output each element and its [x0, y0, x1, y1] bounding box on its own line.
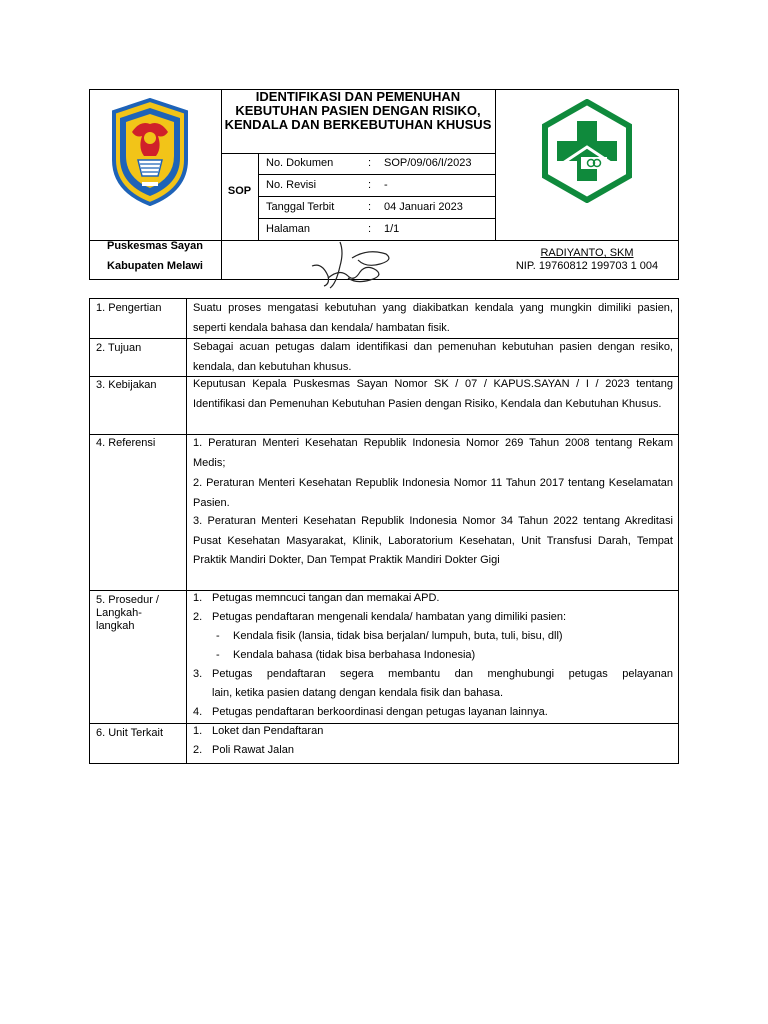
divider — [89, 723, 679, 724]
divider — [186, 298, 187, 764]
doc-info-sep: : — [368, 201, 372, 213]
organization-region: Kabupaten Melawi — [107, 260, 203, 272]
step-text: Petugas pendaftaran mengenali kendala/ hambatan yang dimiliki pasien: — [212, 611, 567, 623]
sop-label: SOP — [227, 185, 252, 197]
doc-info-sep: : — [368, 157, 372, 169]
doc-info-key: Tanggal Terbit — [266, 201, 335, 213]
doc-info-row — [258, 152, 495, 174]
section-text-kebijakan: Keputusan Kepala Puskesmas Sayan Nomor SK / 07 / KAPUS.SAYAN / I / 2023 tentang Identifikasi dan Pemenuhan Kebutuhan Pasien dengan Risiko, Kendala dan Kebutuhan Khusus. — [193, 378, 673, 410]
step-number: 1. — [193, 592, 203, 604]
step-text: lain, ketika pasien datang dengan kendala fisik dan bahasa. — [212, 687, 504, 699]
section-label-kebijakan: 3. Kebijakan — [96, 379, 157, 391]
step-text: Kendala bahasa (tidak bisa berbahasa Indonesia) — [233, 649, 476, 661]
step-text: Petugas memncuci tangan dan memakai APD. — [212, 592, 440, 604]
section-label-prosedur: 5. Prosedur / — [96, 594, 159, 606]
doc-info-value: 04 Januari 2023 — [384, 201, 463, 213]
document-title: IDENTIFIKASI DAN PEMENUHAN KEBUTUHAN PASIEN DENGAN RISIKO, KENDALA DAN BERKEBUTUHAN KHUSUS — [224, 89, 492, 132]
step-number: 2. — [193, 611, 203, 623]
doc-info-row — [258, 196, 495, 218]
signer-nip: NIP. 19760812 199703 1 004 — [515, 260, 659, 272]
doc-info-key: Halaman — [266, 223, 311, 235]
section-text-pengertian: Suatu proses mengatasi kebutuhan yang diakibatkan kendala yang mungkin dimiliki pasien, seperti kendala bahasa dan kendala/ hambatan fisik. — [193, 302, 673, 334]
section-label-pengertian: 1. Pengertian — [96, 302, 162, 314]
unit-number: 2. — [193, 744, 203, 756]
doc-info-sep: : — [368, 223, 372, 235]
step-text: Kendala fisik (lansia, tidak bisa berjalan/ lumpuh, buta, tuli, bisu, dll) — [233, 630, 563, 642]
section-label-tujuan: 2. Tujuan — [96, 342, 142, 354]
referensi-item: 2. Peraturan Menteri Kesehatan Republik Indonesia Nomor 11 Tahun 2017 tentang Keselamatan Pasien. — [193, 477, 673, 509]
unit-text: Loket dan Pendaftaran — [212, 725, 324, 737]
section-label-prosedur: Langkah- — [96, 607, 142, 619]
step-bullet: - — [216, 630, 220, 642]
step-text: Petugas pendaftaran berkoordinasi dengan petugas layanan lainnya. — [212, 706, 548, 718]
step-text: Petugas pendaftaran segera membantu dan menghubungi petugas pelayanan — [212, 668, 673, 680]
doc-info-sep: : — [368, 179, 372, 191]
kabupaten-emblem-logo — [110, 98, 190, 206]
divider — [495, 89, 496, 240]
section-text-tujuan: Sebagai acuan petugas dalam identifikasi dan pemenuhan kebutuhan pasien dengan resiko, kendala, dan kebutuhan khusus. — [193, 341, 673, 373]
unit-text: Poli Rawat Jalan — [212, 744, 294, 756]
referensi-item: 1. Peraturan Menteri Kesehatan Republik Indonesia Nomor 269 Tahun 2008 tentang Rekam Medis; — [193, 437, 673, 469]
doc-info-value: SOP/09/06/I/2023 — [384, 157, 472, 169]
section-label-unit-terkait: 6. Unit Terkait — [96, 727, 164, 739]
step-number: 4. — [193, 706, 203, 718]
section-label-referensi: 4. Referensi — [96, 437, 156, 449]
puskesmas-logo — [541, 99, 633, 203]
doc-info-key: No. Dokumen — [266, 157, 334, 169]
doc-info-value: - — [384, 179, 388, 191]
doc-info-key: No. Revisi — [266, 179, 317, 191]
organization-name: Puskesmas Sayan — [106, 240, 203, 252]
referensi-item: 3. Peraturan Menteri Kesehatan Republik Indonesia Nomor 34 Tahun 2022 tentang Akreditasi Pusat Kesehatan Masyarakat, Klinik, Laboratorium Kesehatan, Unit Transfusi Darah, Tempat Praktik Mandiri Dokter, Dan Tempat Praktik Mandiri Dokter Gigi — [193, 515, 673, 566]
step-number: 3. — [193, 668, 203, 680]
doc-info-row — [258, 218, 495, 240]
step-bullet: - — [216, 649, 220, 661]
doc-info-value: 1/1 — [384, 223, 400, 235]
doc-info-row — [258, 174, 495, 196]
signer-name: RADIYANTO, SKM — [540, 247, 634, 259]
section-label-prosedur: langkah — [96, 620, 135, 632]
signature-mark — [300, 238, 400, 298]
unit-number: 1. — [193, 725, 203, 737]
